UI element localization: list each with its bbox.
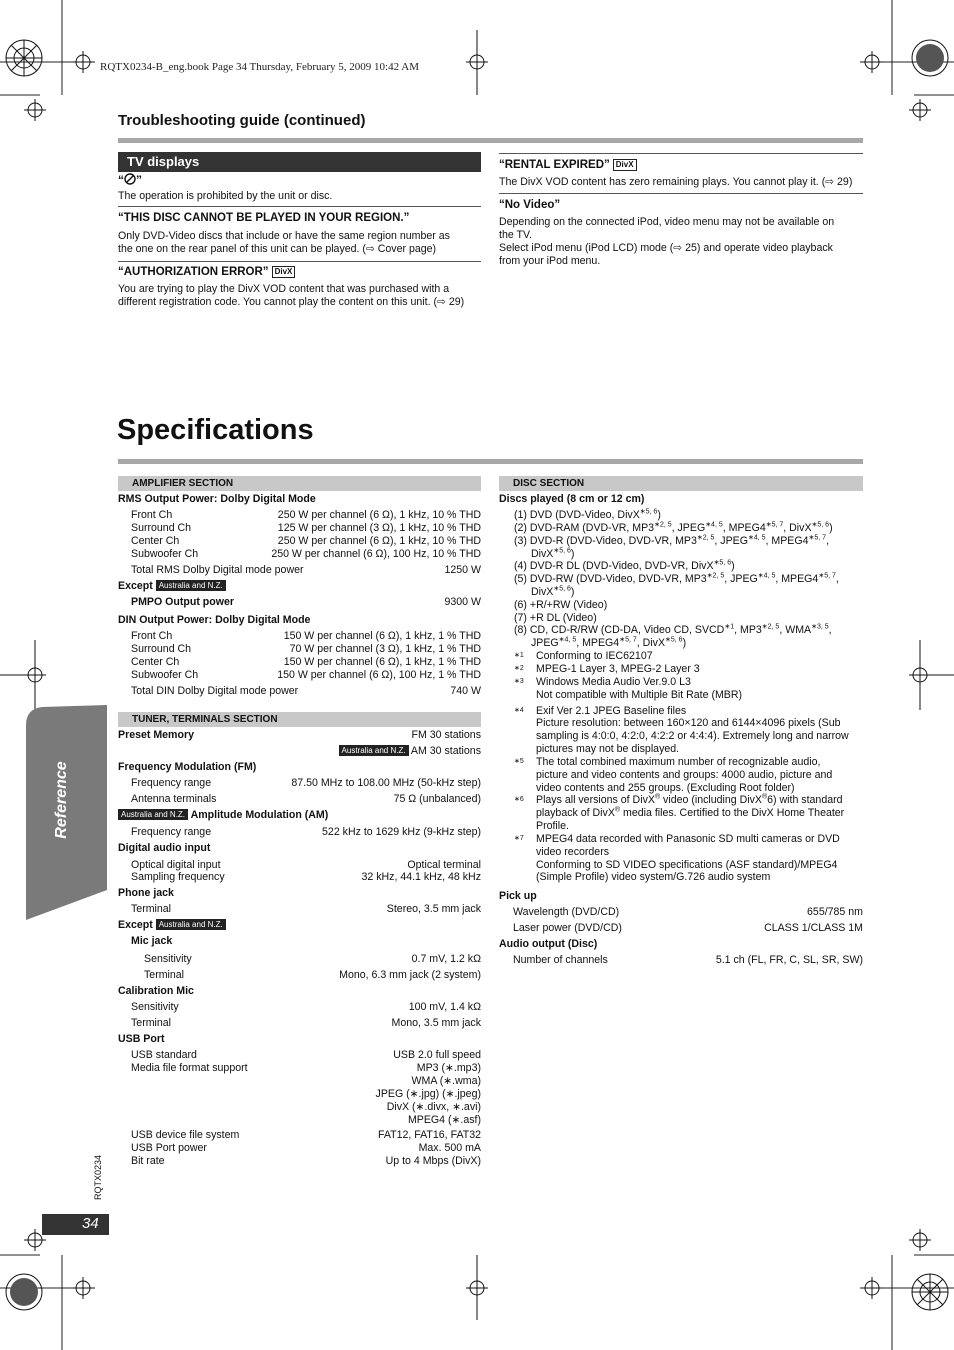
footnote-mark-3: ∗3 [514, 678, 524, 685]
spec-key: USB standard [131, 1049, 197, 1061]
auth-line-2: different registration code. You cannot play the content on this unit. (⇨ 29) [118, 296, 465, 308]
spec-value: 150 W per channel (6 Ω), 100 Hz, 1 % THD [277, 669, 481, 681]
disc-item-2: (2) DVD-RAM (DVD-VR, $MP3^{∗2, 5}$, $JPEG^{∗4, 5}$, $MPEG4^{∗5, 7}$, DivX$^{∗5, 6}$) [514, 521, 833, 534]
spec-value: USB 2.0 full speed [393, 1049, 481, 1061]
footnote-ref: ∗5, 6 [553, 547, 571, 555]
australia-nz-badge: Australia and N.Z. [156, 580, 226, 591]
spec-value: MP3 (∗.mp3) [416, 1062, 481, 1074]
spec-value: 250 W per channel (6 Ω), 1 kHz, 10 % THD [277, 535, 481, 547]
except-text: Except [118, 919, 153, 931]
spec-value: 150 W per channel (6 Ω), 1 kHz, 1 % THD [283, 630, 481, 642]
calibration-mic-heading: Calibration Mic [118, 985, 194, 997]
except-text: Except [118, 580, 153, 592]
spec-value: 5.1 ch (FL, FR, C, SL, SR, SW) [715, 954, 863, 966]
spec-key: Sampling frequency [131, 871, 225, 883]
footnote-ref: ∗5, 6 [553, 585, 571, 593]
discs-played-heading: Discs played (8 cm or 12 cm) [499, 493, 645, 505]
footnote-ref: ∗1 [724, 623, 735, 631]
spec-key: Total DIN Dolby Digital mode power [131, 685, 299, 697]
spec-value: Optical terminal [407, 859, 481, 871]
footnote-mark-1: ∗1 [514, 652, 524, 659]
spec-value: Mono, 3.5 mm jack [391, 1017, 481, 1029]
footnote-ref: ∗3, 5 [811, 623, 829, 631]
disc-text: , JPEG [724, 573, 758, 585]
spec-key: Subwoofer Ch [131, 548, 199, 560]
prohibited-symbol: “ ” [118, 173, 142, 187]
spec-value: Max. 500 mA [418, 1142, 481, 1154]
spec-value-text: AM 30 stations [410, 745, 481, 757]
disc-text: , JPEG [671, 522, 706, 534]
disc-item-8-cont: $JPEG^{∗4, 5}$, $MPEG4^{∗5, 7}$, DivX$^{∗5, 6}$) [531, 636, 687, 649]
disc-item-8: (8) CD, CD-R/RW (CD-DA, Video CD, $SVCD^{∗1}$, $MP3^{∗2, 5}$, $WMA^{∗3, 5}$, [514, 623, 832, 636]
disc-section-bar: DISC SECTION [499, 476, 863, 491]
spec-key: Antenna terminals [131, 793, 217, 805]
divx-badge: DivX [272, 266, 296, 278]
spec-value: Stereo, 3.5 mm jack [386, 903, 481, 915]
footnote-7d: (Simple Profile) video system/G.726 audio system [536, 871, 771, 883]
region-line-2: the one on the rear panel of this unit can be played. (⇨ Cover page) [118, 243, 437, 255]
divider [499, 153, 863, 154]
australia-nz-badge: Australia and N.Z. [156, 919, 226, 930]
spec-value: Mono, 6.3 mm jack (2 system) [339, 969, 481, 981]
spec-value: Up to 4 Mbps (DivX) [385, 1155, 481, 1167]
spec-value: FAT12, FAT16, FAT32 [377, 1129, 481, 1141]
registered-mark: ® [761, 793, 768, 801]
rms-heading: RMS Output Power: Dolby Digital Mode [118, 493, 316, 505]
disc-text: , MPEG4 [722, 522, 766, 534]
spec-key: Terminal [144, 969, 185, 981]
spec-key: Preset Memory [118, 729, 194, 741]
spec-key: Front Ch [131, 509, 173, 521]
rental-text: The DivX VOD content has zero remaining plays. You cannot play it. (⇨ 29) [499, 176, 853, 188]
footnote-text: video (including DivX [660, 794, 762, 806]
am-heading-text: Amplitude Modulation (AM) [190, 809, 329, 821]
no-video-heading: “No Video” [499, 199, 561, 211]
disc-text: JPEG [531, 637, 559, 649]
footnote-ref: ∗5, 6 [811, 521, 830, 529]
spec-value: 100 mV, 1.4 kΩ [408, 1001, 481, 1013]
fm-heading: Frequency Modulation (FM) [118, 761, 257, 773]
except-label [118, 580, 226, 592]
footnote-ref: ∗4, 5 [757, 572, 776, 580]
spec-key: Front Ch [131, 630, 173, 642]
spec-key: Optical digital input [131, 859, 221, 871]
footnote-6c: Profile. [536, 820, 569, 832]
amplifier-section-bar: AMPLIFIER SECTION [118, 476, 481, 491]
spec-key: Bit rate [131, 1155, 165, 1167]
book-file-header: RQTX0234-B_eng.book Page 34 Thursday, February 5, 2009 10:42 AM [100, 61, 419, 73]
footnote-ref: ∗5, 7 [818, 572, 836, 580]
footnote-4c: sampling is 4:0:0, 4:2:0, 4:2:2 or 4:4:4). Extremely long and narrow [536, 730, 849, 742]
spec-value: 250 W per channel (6 Ω), 1 kHz, 10 % THD [277, 509, 481, 521]
australia-nz-badge: Australia and N.Z. [118, 809, 188, 820]
spec-key: Terminal [131, 903, 172, 915]
no-video-line-4: from your iPod menu. [499, 255, 601, 267]
spec-key: Surround Ch [131, 643, 192, 655]
spec-value: 9300 W [444, 596, 481, 608]
disc-text: , DivX [783, 522, 812, 534]
am-heading [118, 809, 328, 821]
disc-text: , MPEG4 [775, 573, 819, 585]
no-video-line-1: Depending on the connected iPod, video menu may not be available on [499, 216, 835, 228]
footnote-mark-6: ∗6 [514, 796, 524, 803]
disc-item-4: (4) DVD-R DL (DVD-Video, DVD-VR, DivX$^{∗5, 6}$) [514, 559, 735, 572]
footnote-ref: ∗4, 5 [558, 636, 577, 644]
footnote-mark-7: ∗7 [514, 835, 524, 842]
footnote-5a: The total combined maximum number of recognizable audio, [536, 756, 821, 768]
spec-key: Subwoofer Ch [131, 669, 199, 681]
rental-expired-label: “RENTAL EXPIRED” [499, 159, 610, 171]
footnote-1: Conforming to IEC62107 [536, 650, 653, 662]
spec-value: 740 W [450, 685, 481, 697]
footnote-5b: picture and video contents and groups: 4000 audio, picture and [536, 769, 833, 781]
mic-jack-heading: Mic jack [131, 935, 173, 947]
spec-value: DivX (∗.divx, ∗.avi) [386, 1101, 481, 1113]
footnote-7b: video recorders [536, 846, 610, 858]
disc-text: (5) DVD-RW (DVD-Video, DVD-VR, MP3 [514, 573, 707, 585]
footnote-ref: ∗4, 5 [705, 521, 723, 529]
disc-text: , JPEG [714, 535, 748, 547]
footnote-6b [536, 807, 866, 820]
disc-item-3: (3) DVD-R (DVD-Video, DVD-VR, $MP3^{∗2, 5}$, $JPEG^{∗4, 5}$, $MPEG4^{∗5, 7}$, [514, 534, 830, 547]
disc-item-3-cont: DivX$^{∗5, 6}$) [531, 547, 575, 560]
footnote-7a: MPEG4 data recorded with Panasonic SD multi cameras or DVD [536, 833, 840, 845]
spec-value: 70 W per channel (3 Ω), 1 kHz, 1 % THD [289, 643, 481, 655]
rental-expired-heading [499, 159, 637, 171]
disc-item-7: (7) +R DL (Video) [514, 612, 597, 624]
disc-text: DivX [531, 586, 554, 598]
spec-key: Surround Ch [131, 522, 192, 534]
divider [118, 261, 481, 262]
spec-key: Frequency range [131, 826, 212, 838]
disc-text: (4) DVD-R DL (DVD-Video, DVD-VR, DivX [514, 560, 714, 572]
page-number: 34 [42, 1214, 109, 1235]
spec-key: PMPO Output power [131, 596, 234, 608]
footnote-mark-2: ∗2 [514, 665, 524, 672]
footnote-ref: ∗2, 5 [696, 534, 715, 542]
disc-text: (2) DVD-RAM (DVD-VR, MP3 [514, 522, 655, 534]
disc-text: DivX [531, 548, 554, 560]
footnote-3a: Windows Media Audio Ver.9.0 L3 [536, 676, 691, 688]
spec-value: MPEG4 (∗.asf) [407, 1114, 481, 1126]
spec-value: FM 30 stations [411, 729, 481, 741]
disc-text: , MP3 [734, 624, 762, 636]
footnote-ref: ∗5, 7 [619, 636, 637, 644]
usb-port-heading: USB Port [118, 1033, 165, 1045]
footnote-6a [536, 794, 866, 807]
reference-tab-label: Reference [53, 761, 70, 839]
footnote-ref: ∗2, 5 [761, 623, 780, 631]
spec-key: Sensitivity [131, 1001, 179, 1013]
disc-item-1: (1) DVD (DVD-Video, DivX$^{∗5, 6}$) [514, 508, 661, 521]
spec-key: USB device file system [131, 1129, 240, 1141]
footnote-mark-4: ∗4 [514, 707, 524, 714]
footnote-text: playback of DivX [536, 807, 615, 819]
spec-key: Center Ch [131, 535, 180, 547]
disc-text: , MPEG4 [765, 535, 809, 547]
australia-nz-badge: Australia and N.Z. [339, 745, 409, 756]
footnote-mark-5: ∗5 [514, 758, 524, 765]
disc-text: , MPEG4 [576, 637, 620, 649]
pickup-heading: Pick up [499, 890, 537, 902]
spec-key: Media file format support [131, 1062, 248, 1074]
disc-text: , DivX [636, 637, 666, 649]
spec-key: Total RMS Dolby Digital mode power [131, 564, 304, 576]
divider [499, 193, 863, 194]
footnote-ref: ∗5, 7 [765, 521, 784, 529]
footnote-7c: Conforming to SD VIDEO specifications (ASF standard)/MPEG4 [536, 859, 838, 871]
spec-value: CLASS 1/CLASS 1M [764, 922, 863, 934]
spec-key: Sensitivity [144, 953, 192, 965]
spec-value: 125 W per channel (3 Ω), 1 kHz, 10 % THD [277, 522, 481, 534]
spec-value: 32 kHz, 44.1 kHz, 48 kHz [361, 871, 481, 883]
spec-key: Terminal [131, 1017, 172, 1029]
disc-item-5-cont: DivX$^{∗5, 6}$) [531, 585, 575, 598]
disc-text: (8) CD, CD-R/RW (CD-DA, Video CD, SVCD [514, 624, 725, 636]
disc-item-5: (5) DVD-RW (DVD-Video, DVD-VR, $MP3^{∗2, 5}$, $JPEG^{∗4, 5}$, $MPEG4^{∗5, 7}$, [514, 572, 839, 585]
footnote-4a: Exif Ver 2.1 JPEG Baseline files [536, 705, 687, 717]
region-heading: “THIS DISC CANNOT BE PLAYED IN YOUR REGION.” [118, 212, 410, 224]
specifications-rule [118, 459, 863, 464]
no-video-line-3: Select iPod menu (iPod LCD) mode (⇨ 25) and operate video playback [499, 242, 833, 254]
disc-text: (1) DVD (DVD-Video, DivX [514, 509, 640, 521]
prohibited-icon [124, 173, 136, 185]
spec-key: Center Ch [131, 656, 180, 668]
tuner-section-bar: TUNER, TERMINALS SECTION [118, 712, 481, 727]
spec-value: JPEG (∗.jpg) (∗.jpeg) [375, 1088, 481, 1100]
footnote-ref: ∗2, 5 [654, 521, 672, 529]
divx-badge: DivX [613, 159, 637, 171]
footnote-ref: ∗2, 5 [706, 572, 725, 580]
footnote-2: MPEG-1 Layer 3, MPEG-2 Layer 3 [536, 663, 700, 675]
model-code: RQTX0234 [93, 1154, 103, 1200]
spec-value: 0.7 mV, 1.2 kΩ [411, 953, 481, 965]
footnote-text: media files. Certified to the DivX Home Theater [620, 807, 845, 819]
phone-jack-heading: Phone jack [118, 887, 174, 899]
digital-input-heading: Digital audio input [118, 842, 211, 854]
disc-text: , WMA [779, 624, 812, 636]
prohibited-text: The operation is prohibited by the unit or disc. [118, 190, 333, 202]
disc-text: (3) DVD-R (DVD-Video, DVD-VR, MP3 [514, 535, 697, 547]
spec-key: Laser power (DVD/CD) [513, 922, 622, 934]
tv-displays-bar: TV displays [118, 152, 481, 172]
spec-key: Number of channels [513, 954, 608, 966]
auth-line-1: You are trying to play the DivX VOD content that was purchased with a [118, 283, 450, 295]
disc-item-6: (6) +R/+RW (Video) [514, 599, 608, 611]
spec-value: WMA (∗.wma) [411, 1075, 481, 1087]
divider [118, 206, 481, 207]
footnote-4b: Picture resolution: between 160×120 and 6144×4096 pixels (Sub [536, 717, 841, 729]
title-rule [118, 138, 863, 143]
spec-value [339, 745, 481, 758]
spec-value: 87.50 MHz to 108.00 MHz (50-kHz step) [291, 777, 481, 789]
spec-value: 522 kHz to 1629 kHz (9-kHz step) [322, 826, 481, 838]
footnote-ref: ∗5, 6 [665, 636, 683, 644]
spec-key: Wavelength (DVD/CD) [513, 906, 620, 918]
no-video-line-2: the TV. [499, 229, 532, 241]
except-label [118, 919, 226, 931]
spec-value: 75 Ω (unbalanced) [393, 793, 481, 805]
registered-mark: ® [614, 806, 621, 814]
registered-mark: ® [654, 793, 661, 801]
din-heading: DIN Output Power: Dolby Digital Mode [118, 614, 311, 626]
footnote-4d: pictures may not be displayed. [536, 743, 680, 755]
auth-error-label: “AUTHORIZATION ERROR” [118, 266, 269, 278]
footnote-ref: ∗5, 6 [639, 508, 658, 516]
troubleshooting-title: Troubleshooting guide (continued) [118, 112, 366, 129]
footnote-text: 6) with standard [767, 794, 843, 806]
footnote-text: Plays all versions of DivX [536, 794, 655, 806]
auth-error-heading [118, 266, 295, 278]
audio-output-heading: Audio output (Disc) [499, 938, 598, 950]
region-line-1: Only DVD-Video discs that include or have the same region number as [118, 230, 450, 242]
spec-value: 250 W per channel (6 Ω), 100 Hz, 10 % THD [271, 548, 481, 560]
spec-value: 655/785 nm [807, 906, 863, 918]
spec-value: 150 W per channel (6 Ω), 1 kHz, 1 % THD [283, 656, 481, 668]
footnote-3b: Not compatible with Multiple Bit Rate (MBR) [536, 689, 743, 701]
footnote-ref: ∗4, 5 [747, 534, 766, 542]
footnote-ref: ∗5, 6 [713, 559, 732, 567]
spec-key: USB Port power [131, 1142, 207, 1154]
specifications-title: Specifications [117, 414, 314, 446]
footnote-5c: video contents and 255 groups. (Excluding Root folder) [536, 782, 795, 794]
spec-key: Frequency range [131, 777, 212, 789]
spec-value: 1250 W [444, 564, 481, 576]
footnote-ref: ∗5, 7 [808, 534, 827, 542]
